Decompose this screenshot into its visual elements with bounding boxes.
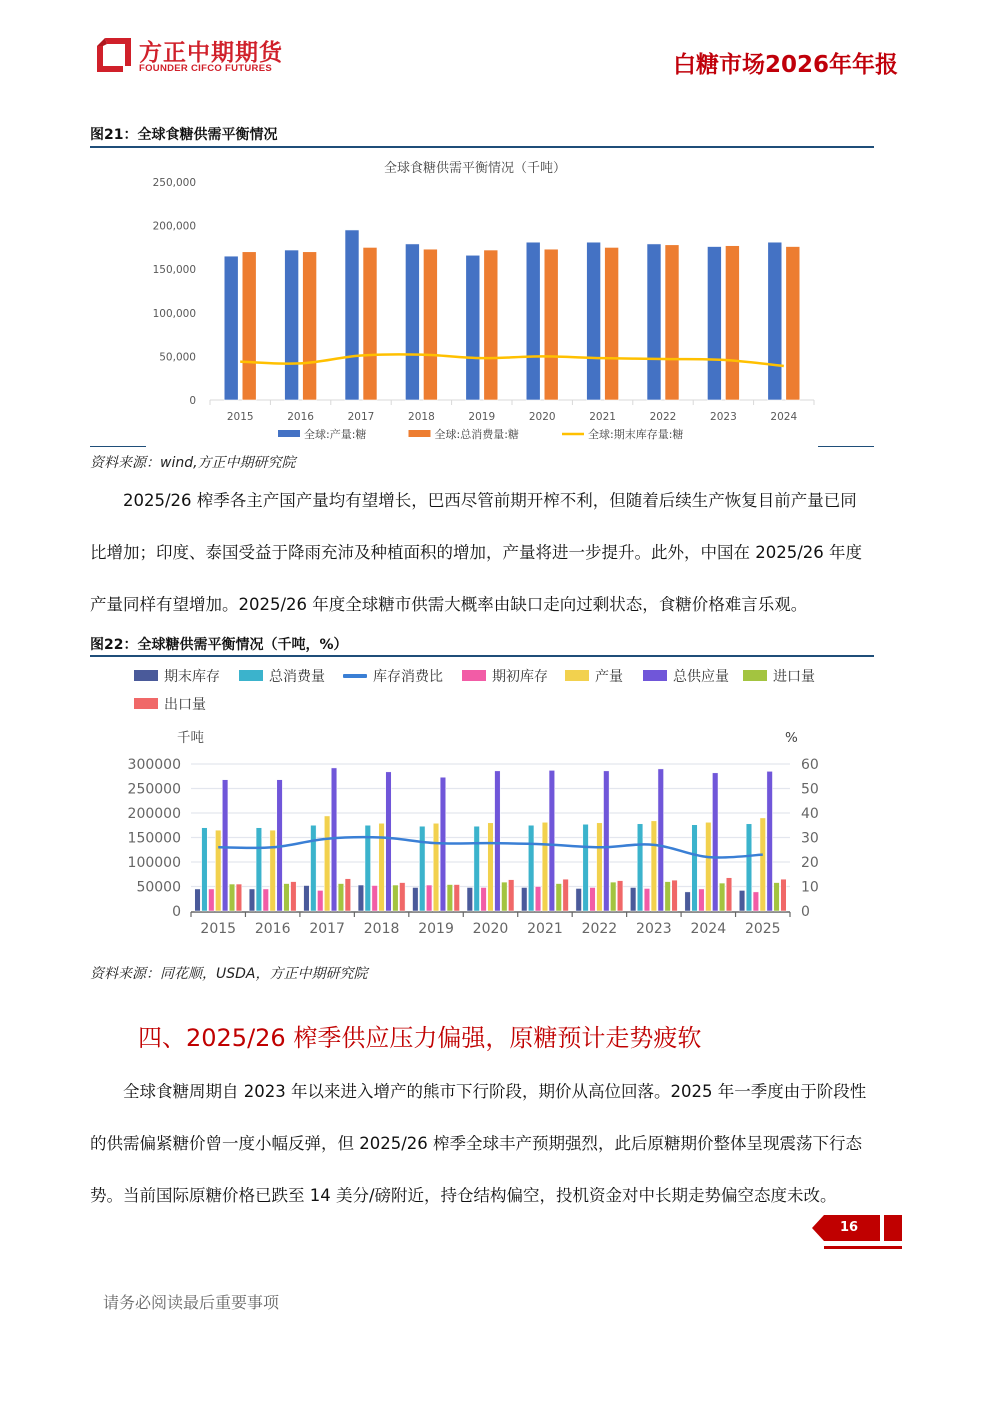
- figure21-source: 资料来源：wind,方正中期研究院: [90, 455, 296, 471]
- figure21-chart: [90, 148, 874, 448]
- bar: [719, 883, 725, 911]
- disclaimer-note: 请务必阅读最后重要事项: [103, 1293, 280, 1312]
- bar: [263, 889, 269, 911]
- bar: [587, 242, 601, 400]
- bar: [229, 884, 235, 911]
- figure22-chart: [90, 660, 874, 945]
- bar: [725, 246, 739, 400]
- logo-cn-text: 方正中期期货: [139, 40, 283, 66]
- bar: [495, 771, 501, 911]
- bar: [399, 883, 405, 911]
- chart1-title: 全球食糖供需平衡情况（千吨）: [383, 161, 567, 176]
- paragraph-line: 2025/26 榨季各主产国产量均有望增长，巴西尽管前期开榨不利，但随着后续生产恢复目前产量已同: [123, 491, 857, 510]
- x-tick-label: 2024: [690, 921, 727, 937]
- x-tick-label: 2024: [770, 411, 798, 423]
- bar: [672, 880, 678, 911]
- bar: [665, 882, 671, 911]
- bar: [338, 884, 344, 911]
- legend-label: 全球:总消费量:糖: [434, 428, 519, 441]
- x-tick-label: 2022: [649, 411, 677, 423]
- y-right-tick-label: 40: [801, 806, 819, 822]
- bar: [195, 889, 201, 911]
- bar: [583, 824, 589, 911]
- bar: [658, 769, 664, 911]
- stock-line: [240, 354, 784, 366]
- bar: [405, 244, 419, 400]
- x-tick-label: 2016: [254, 921, 291, 937]
- bar: [484, 250, 498, 400]
- bar: [707, 247, 721, 400]
- paragraph-line: 全球食糖周期自 2023 年以来进入增产的熊市下行阶段，期价从高位回落。2025 年一季度由于阶段性: [123, 1082, 867, 1101]
- figure21-caption: 图21：全球食糖供需平衡情况: [90, 127, 278, 143]
- figure22-source: 资料来源：同花顺，USDA，方正中期研究院: [90, 966, 368, 982]
- bar: [215, 830, 221, 911]
- y-right-tick-label: 0: [801, 904, 810, 920]
- legend-label: 总消费量: [269, 669, 325, 685]
- bar: [474, 826, 480, 911]
- bar: [630, 887, 636, 911]
- bar: [393, 885, 399, 911]
- paragraph-line: 比增加；印度、泰国受益于降雨充沛及种植面积的增加，产量将进一步提升。此外，中国在 2025/26 年度: [90, 543, 863, 562]
- x-tick-label: 2020: [528, 411, 556, 423]
- legend-label: 出口量: [164, 697, 206, 713]
- x-tick-label: 2021: [589, 411, 616, 423]
- figure21-bottom-rule-left: [90, 446, 146, 447]
- bar: [781, 879, 787, 911]
- bar: [760, 818, 766, 911]
- bar: [467, 887, 473, 911]
- bar: [712, 773, 718, 911]
- bar: [753, 892, 759, 911]
- paragraph-supply-outlook: [90, 475, 898, 631]
- section-heading-4: 四、2025/26 榨季供应压力偏强，原糖预计走势疲软: [138, 1024, 702, 1052]
- y-tick-label: 200000: [127, 806, 181, 822]
- bar: [604, 771, 610, 911]
- bar: [739, 890, 745, 911]
- bar: [544, 249, 558, 400]
- bar: [692, 825, 698, 911]
- y-right-tick-label: 30: [801, 830, 819, 847]
- bar: [502, 882, 508, 911]
- bar: [285, 250, 299, 400]
- x-tick-label: 2018: [363, 921, 400, 937]
- x-tick-label: 2018: [408, 411, 435, 423]
- page-number-badge: [812, 1215, 882, 1243]
- legend-label: 全球:产量:糖: [304, 428, 367, 441]
- x-tick-label: 2019: [418, 921, 454, 937]
- bar: [423, 249, 437, 400]
- paragraph-line: 势。当前国际原糖价格已跌至 14 美分/磅附近，持仓结构偏空，投机资金对中长期走势偏空态度未改。: [90, 1186, 837, 1205]
- bar: [224, 256, 238, 400]
- bar: [605, 247, 619, 400]
- x-tick-label: 2015: [226, 411, 254, 423]
- bar: [786, 247, 800, 400]
- legend-label: 总供应量: [673, 669, 729, 685]
- bar: [304, 886, 310, 911]
- x-tick-label: 2017: [347, 411, 375, 423]
- y-tick-label: 150000: [127, 830, 181, 847]
- bar: [556, 884, 562, 911]
- bar: [447, 885, 453, 911]
- bar: [242, 252, 256, 400]
- bar: [590, 887, 596, 911]
- bar: [209, 889, 215, 911]
- figure21-bottom-rule-right: [818, 446, 874, 447]
- y-tick-label: 250,000: [152, 177, 196, 189]
- bar: [202, 828, 208, 911]
- y-right-tick-label: 60: [801, 757, 819, 773]
- bar: [433, 823, 439, 911]
- bar: [617, 881, 623, 911]
- x-tick-label: 2025: [744, 921, 781, 937]
- x-tick-label: 2023: [710, 411, 737, 423]
- bar: [610, 882, 616, 911]
- bar: [345, 230, 359, 400]
- x-tick-label: 2020: [472, 921, 509, 937]
- bar: [637, 824, 643, 911]
- figure22-caption: 图22：全球糖供需平衡情况（千吨，%）: [90, 637, 348, 653]
- bar: [419, 826, 425, 911]
- bar: [256, 828, 262, 911]
- y-right-tick-label: 20: [801, 855, 819, 871]
- x-tick-label: 2017: [309, 921, 345, 937]
- bar: [426, 885, 432, 911]
- bar: [249, 889, 255, 911]
- bar: [303, 252, 317, 400]
- y-tick-label: 50,000: [159, 351, 196, 364]
- bar: [768, 242, 782, 400]
- bar: [291, 882, 297, 911]
- bar: [521, 887, 527, 911]
- bar: [542, 822, 548, 911]
- bar: [222, 780, 228, 911]
- x-tick-label: 2019: [468, 411, 496, 423]
- y-tick-label: 250000: [127, 781, 181, 798]
- y-tick-label: 150,000: [152, 264, 196, 277]
- bar: [454, 885, 460, 911]
- bar: [685, 892, 691, 911]
- legend-label: 期初库存: [492, 669, 548, 685]
- report-title: 白糖市场2026年年报: [672, 52, 898, 78]
- paragraph-line: 产量同样有望增加。2025/26 年度全球糖市供需大概率由缺口走向过剩状态，食糖价格难言乐观。: [90, 595, 808, 614]
- bar: [644, 888, 650, 911]
- y-tick-label: 100000: [127, 855, 181, 871]
- y-right-tick-label: 50: [801, 781, 819, 798]
- logo-en-text: FOUNDER CIFCO FUTURES: [139, 63, 272, 74]
- x-tick-label: 2016: [287, 411, 314, 423]
- bar: [535, 887, 541, 912]
- bar: [726, 878, 732, 911]
- bar: [699, 889, 705, 911]
- legend-label: 库存消费比: [373, 669, 443, 685]
- page-number: 16: [840, 1220, 859, 1235]
- legend-label: 产量: [595, 669, 623, 685]
- bar: [706, 822, 712, 911]
- x-tick-label: 2015: [200, 921, 237, 937]
- bar: [563, 879, 569, 911]
- bar: [774, 883, 780, 911]
- company-logo: [95, 34, 295, 78]
- bar: [466, 255, 480, 400]
- bar: [311, 825, 317, 911]
- bar: [386, 772, 392, 911]
- bar: [746, 824, 752, 911]
- legend-label: 全球:期末库存量:糖: [588, 428, 684, 441]
- bar: [767, 771, 773, 911]
- bar: [647, 244, 661, 400]
- y-axis-unit-right: %: [785, 730, 798, 746]
- logo-mark-icon: [95, 36, 133, 74]
- bar: [284, 884, 290, 911]
- bar: [413, 887, 419, 911]
- bar: [651, 821, 657, 911]
- bar: [481, 887, 487, 911]
- bar: [488, 823, 494, 911]
- y-tick-label: 100,000: [152, 307, 196, 320]
- bar: [324, 816, 330, 911]
- x-tick-label: 2023: [636, 921, 672, 937]
- paragraph-line: 的供需偏紧糖价曾一度小幅反弹，但 2025/26 榨季全球丰产预期强烈，此后原糖期价整体呈现震荡下行态: [90, 1134, 863, 1153]
- bar: [317, 890, 323, 911]
- bar: [576, 888, 582, 911]
- y-axis-unit-left: 千吨: [177, 730, 204, 746]
- x-tick-label: 2021: [527, 921, 563, 937]
- bar: [665, 245, 679, 400]
- y-tick-label: 0: [172, 904, 181, 920]
- bar: [372, 886, 378, 911]
- paragraph-raw-sugar-trend: [90, 1066, 898, 1222]
- bar: [345, 879, 351, 911]
- figure22-top-rule: [90, 655, 874, 657]
- y-tick-label: 200,000: [152, 220, 196, 233]
- bar: [236, 884, 242, 911]
- bar: [526, 242, 540, 400]
- bar: [597, 823, 603, 911]
- y-tick-label: 0: [189, 395, 196, 407]
- bar: [358, 885, 364, 911]
- bar: [270, 830, 276, 911]
- bar: [549, 770, 555, 911]
- y-right-tick-label: 10: [801, 879, 819, 896]
- y-tick-label: 50000: [136, 879, 181, 896]
- x-tick-label: 2022: [581, 921, 618, 937]
- y-tick-label: 300000: [127, 757, 181, 773]
- bar: [528, 825, 534, 911]
- legend-label: 期末库存: [164, 669, 220, 685]
- bar: [363, 247, 377, 400]
- bar: [508, 880, 514, 911]
- legend-label: 进口量: [773, 669, 815, 685]
